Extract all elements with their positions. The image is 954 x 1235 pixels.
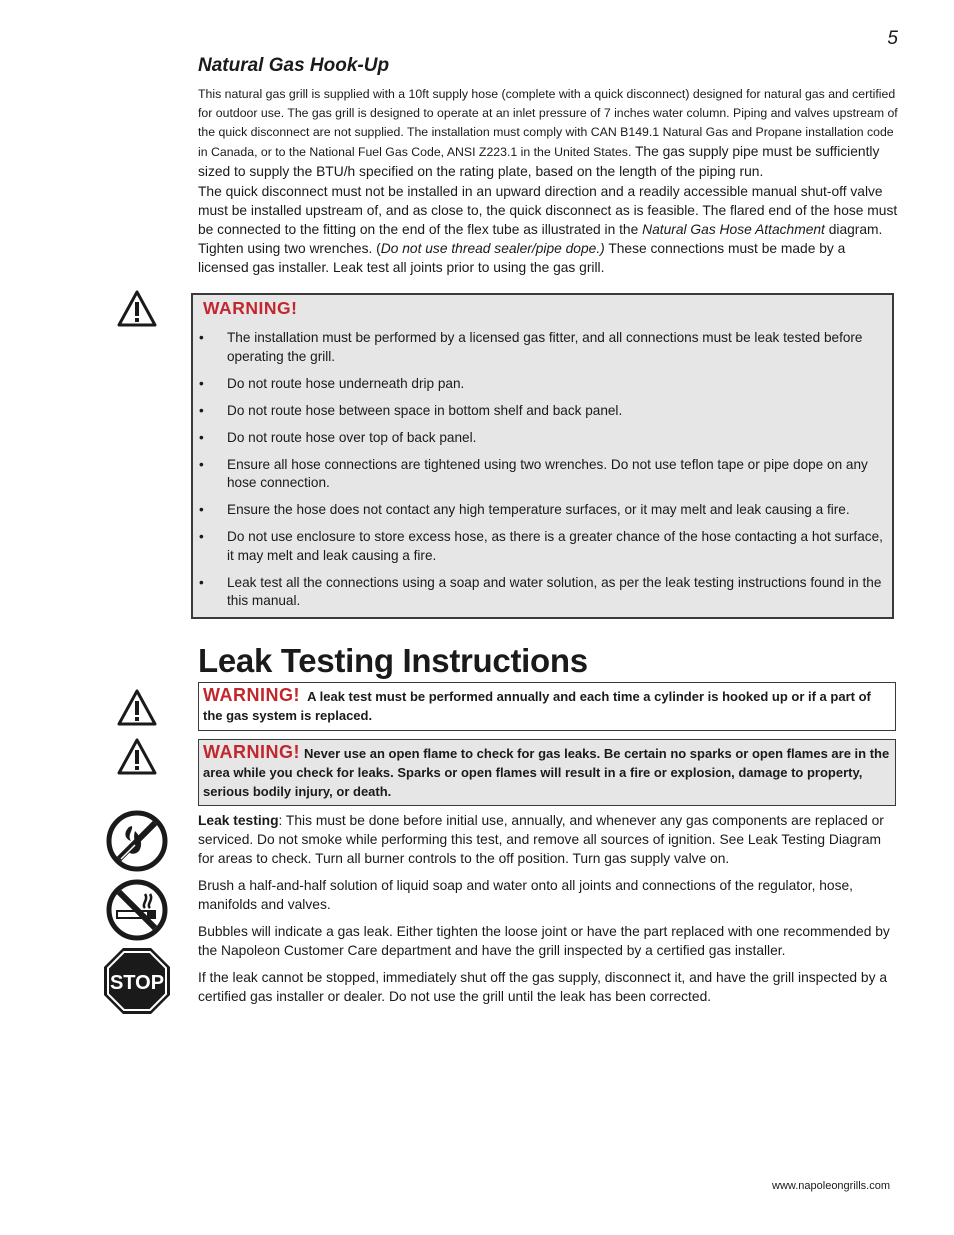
stop-sign-text: STOP	[109, 972, 165, 994]
hookup-no-sealer-note: Do not use thread sealer/pipe dope.)	[380, 241, 605, 256]
list-item	[199, 329, 893, 366]
list-item	[199, 574, 893, 611]
hose-warning-box	[191, 293, 894, 619]
no-smoking-icon	[105, 878, 169, 942]
bullet: •	[199, 375, 204, 391]
leak-testing-paragraph-1	[198, 811, 898, 868]
hookup-paragraph-1-large: The gas supply pipe must be sufficiently sized to supply the BTU/h specified on the rating plate, based on the length of the piping run.	[198, 144, 880, 179]
warning-item-text: Do not route hose over top of back panel.	[227, 429, 477, 445]
page-number: 5	[887, 28, 898, 49]
list-item	[199, 375, 893, 394]
leak-testing-body	[198, 811, 898, 1014]
warning-item-text: Leak test all the connections using a soap and water solution, as per the leak testing instructions found in the this manual.	[227, 574, 882, 608]
leak-testing-heading: Leak Testing Instructions	[198, 642, 588, 679]
bullet: •	[199, 330, 204, 345]
annual-leak-test-warning	[198, 682, 896, 731]
leak-testing-paragraph-1-text: : This must be done before initial use, annually, and whenever any gas components are replaced or serviced. Do not smoke while performing this test, and remove all sources of ignition. See Leak Testing Diagram for areas to check. Turn all burner controls to the off position. Turn gas supply valve on.	[198, 813, 884, 866]
bullet: •	[199, 529, 204, 544]
warning-title: WARNING!	[203, 742, 300, 762]
list-item	[199, 528, 893, 565]
warning-item-text: Do not use enclosure to store excess hose, as there is a greater chance of the hose contacting a hot surface, it may melt and leak causing a fire.	[227, 529, 883, 563]
list-item	[199, 456, 893, 493]
bullet: •	[199, 456, 204, 472]
section-title-natural-gas: Natural Gas Hook-Up	[198, 55, 390, 76]
warning-item-text: Do not route hose between space in bottom shelf and back panel.	[227, 402, 623, 418]
leak-testing-paragraph-4: If the leak cannot be stopped, immediately shut off the gas supply, disconnect it, and have the grill inspected by a certified gas installer or dealer. Do not use the grill until the leak has been corrected.	[198, 970, 887, 1004]
warning-title: WARNING!	[203, 298, 298, 318]
warning-list	[199, 329, 893, 619]
warning-triangle-icon	[117, 289, 157, 329]
leak-testing-paragraph-2: Brush a half-and-half solution of liquid soap and water onto all joints and connections of the regulator, hose, manifolds and valves.	[198, 878, 854, 912]
hookup-paragraph-2-c: These connections must be made by a licensed gas installer. Leak test all joints prior to using the gas grill.	[198, 241, 846, 275]
bullet: •	[199, 574, 204, 590]
warning-item-text: The installation must be performed by a licensed gas fitter, and all connections must be leak tested before operating the grill.	[227, 330, 863, 364]
footer-url: www.napoleongrills.com	[772, 1180, 890, 1192]
warning-text: Never use an open flame to check for gas leaks. Be certain no sparks or open flames are in the area while you check for leaks. Sparks or open flames will result in a fire or explosion, damage to property, serious bodily injury, or death.	[203, 746, 890, 799]
leak-testing-paragraph-3: Bubbles will indicate a gas leak. Either tighten the loose joint or have the part replaced with one recommended by the Napoleon Customer Care department and have the grill inspected by a certified gas installer.	[198, 924, 890, 958]
leak-testing-label: Leak testing	[198, 813, 279, 828]
bullet: •	[199, 502, 204, 517]
hookup-paragraph-1-small: This natural gas grill is supplied with a 10ft supply hose (complete with a quick disconnect) designed for natural gas and certified for outdoor use. The gas grill is designed to operate at an inlet pressure of 7 inches water column. Piping and valves upstream of the quick disconnect are not supplied. The installation must comply with CAN B149.1 Natural Gas and Propane installation code in Canada, or to the National Fuel Gas Code, ANSI Z223.1 in the United States.	[198, 87, 898, 159]
warning-triangle-icon	[117, 737, 157, 777]
warning-triangle-icon	[117, 688, 157, 728]
warning-item-text: Ensure the hose does not contact any high temperature surfaces, or it may melt and leak causing a fire.	[227, 502, 850, 517]
list-item	[199, 402, 893, 421]
list-item	[199, 429, 893, 448]
hookup-diagram-reference: Natural Gas Hose Attachment	[642, 222, 825, 237]
hookup-paragraph-2-b: diagram. Tighten using two wrenches. (	[198, 222, 883, 256]
bullet: •	[199, 402, 204, 418]
warning-item-text: Ensure all hose connections are tightened using two wrenches. Do not use teflon tape or pipe dope on any hose connection.	[227, 456, 868, 490]
warning-text: A leak test must be performed annually and each time a cylinder is hooked up or if a part of the gas system is replaced.	[203, 689, 871, 723]
hookup-paragraph-1	[198, 85, 898, 182]
no-flame-icon	[105, 809, 169, 873]
stop-sign-icon	[103, 947, 171, 1015]
bullet: •	[199, 429, 204, 445]
warning-title: WARNING!	[203, 685, 300, 705]
hookup-intro	[198, 85, 898, 277]
warning-item-text: Do not route hose underneath drip pan.	[227, 375, 465, 391]
list-item	[199, 501, 893, 520]
hookup-paragraph-2	[198, 182, 898, 277]
open-flame-warning	[198, 739, 896, 806]
hookup-paragraph-2-a: The quick disconnect must not be installed in an upward direction and a readily accessible manual shut-off valve must be installed upstream of, and as close to, the quick disconnect as is feasible. The flared end of the hose must be connected to the fitting on the end of the flex tube as illustrated in the	[198, 184, 898, 237]
